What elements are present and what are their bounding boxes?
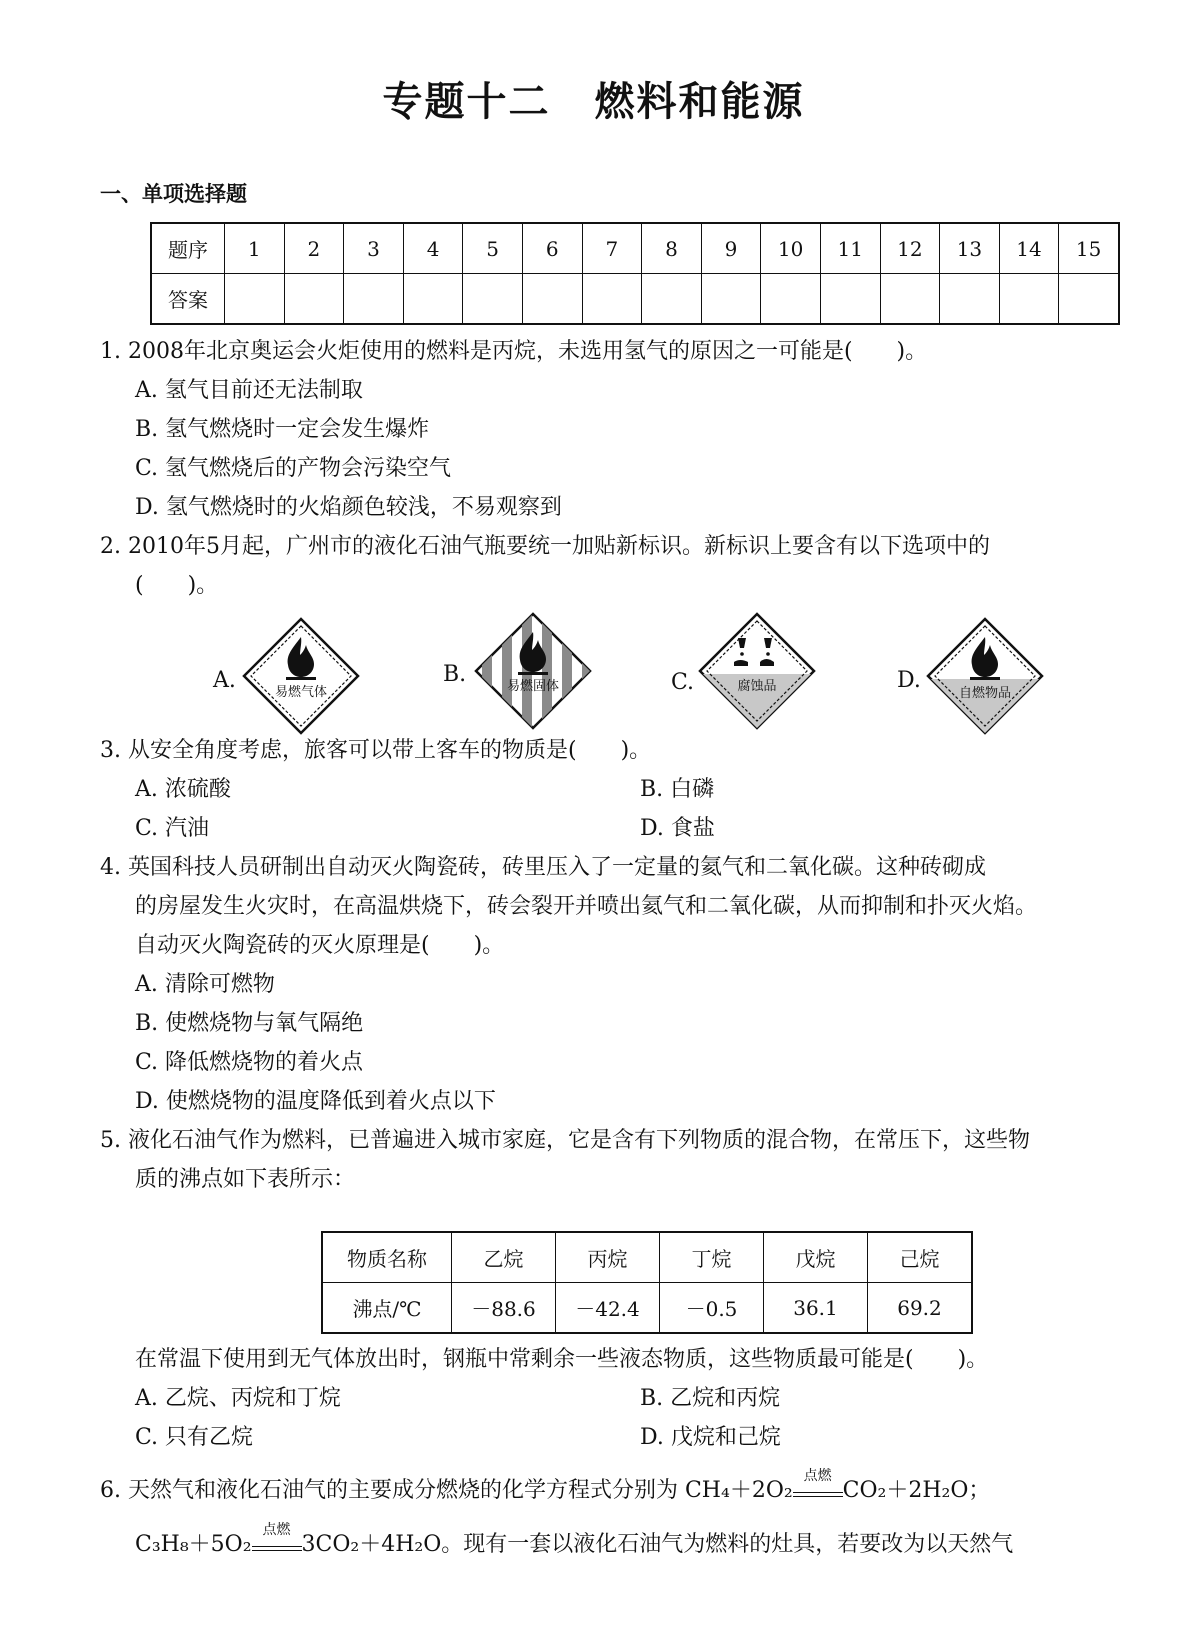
q6-line1-text: 6. 天然气和液化石油气的主要成分燃烧的化学方程式分别为 CH₄＋2O₂ xyxy=(100,1478,793,1503)
answer-table-row1-label: 题序 xyxy=(151,223,225,274)
answer-blank-cell[interactable] xyxy=(940,274,1000,325)
q4-option-b: B. 使燃烧物与氧气隔绝 xyxy=(135,1011,364,1036)
q3-option-a: A. 浓硫酸 xyxy=(135,777,231,802)
sign-a-text: 易燃气体 xyxy=(274,685,328,700)
q6-line1 xyxy=(100,1468,991,1505)
question-number-cell: 14 xyxy=(999,223,1059,274)
q2-stem-line2: ( )。 xyxy=(135,573,219,598)
answer-blank-cell[interactable] xyxy=(225,274,285,325)
q5-option-b: B. 乙烷和丙烷 xyxy=(640,1386,781,1411)
q3-option-b: B. 白磷 xyxy=(640,777,715,802)
title-part2: 燃料和能源 xyxy=(594,79,805,125)
q2-option-a-letter: A. xyxy=(213,668,236,693)
table-cell: 乙烷 xyxy=(452,1232,556,1283)
table-cell: 沸点/℃ xyxy=(322,1283,452,1334)
q4-stem-line2: 的房屋发生火灾时，在高温烘烧下，砖会裂开并喷出氦气和二氧化碳，从而抑制和扑灭火焰。 xyxy=(135,894,1038,919)
reaction-condition xyxy=(252,1522,302,1551)
table-cell: 戊烷 xyxy=(764,1232,868,1283)
answer-table-row2-label: 答案 xyxy=(151,274,225,325)
question-number-cell: 4 xyxy=(403,223,463,274)
q6-line2 xyxy=(135,1522,1014,1559)
q2-option-b-letter: B. xyxy=(443,662,467,687)
answer-blank-cell[interactable] xyxy=(880,274,940,325)
title-part1: 专题十二 xyxy=(382,79,551,125)
q5-stem-line1: 5. 液化石油气作为燃料，已普遍进入城市家庭，它是含有下列物质的混合物，在常压下，这些物 xyxy=(100,1128,1030,1153)
answer-blank-cell[interactable] xyxy=(403,274,463,325)
sign-d-text: 自燃物品 xyxy=(958,686,1012,701)
answer-table-answer-row xyxy=(151,274,1119,325)
answer-table xyxy=(150,222,1120,325)
q5-option-c: C. 只有乙烷 xyxy=(135,1425,254,1450)
answer-blank-cell[interactable] xyxy=(284,274,344,325)
q3-option-d: D. 食盐 xyxy=(640,816,715,841)
answer-blank-cell[interactable] xyxy=(463,274,523,325)
sign-c-text: 腐蚀品 xyxy=(737,679,777,694)
table-cell: －0.5 xyxy=(660,1283,764,1334)
q4-option-c: C. 降低燃烧物的着火点 xyxy=(135,1050,364,1075)
q2-option-c-letter: C. xyxy=(671,670,695,695)
q5-option-a: A. 乙烷、丙烷和丁烷 xyxy=(135,1386,341,1411)
question-number-cell: 3 xyxy=(344,223,404,274)
question-number-cell: 8 xyxy=(642,223,702,274)
condition-label: 点燃 xyxy=(803,1468,832,1484)
answer-blank-cell[interactable] xyxy=(642,274,702,325)
q5-stem-line2: 质的沸点如下表所示： xyxy=(135,1167,356,1192)
section-heading: 一、单项选择题 xyxy=(100,182,247,206)
q6-line1-products: CO₂＋2H₂O； xyxy=(842,1478,991,1503)
q1-option-c: C. 氢气燃烧后的产物会污染空气 xyxy=(135,456,452,481)
q3-stem: 3. 从安全角度考虑，旅客可以带上客车的物质是( )。 xyxy=(100,738,652,763)
q4-stem-line1: 4. 英国科技人员研制出自动灭火陶瓷砖，砖里压入了一定量的氦气和二氧化碳。这种砖砌成 xyxy=(100,855,986,880)
q6-line2-rest: 3CO₂＋4H₂O。现有一套以液化石油气为燃料的灶具，若要改为以天然气 xyxy=(301,1532,1014,1557)
boiling-point-table xyxy=(321,1231,973,1334)
table-cell: －88.6 xyxy=(452,1283,556,1334)
answer-blank-cell[interactable] xyxy=(761,274,821,325)
q3-option-c: C. 汽油 xyxy=(135,816,210,841)
answer-blank-cell[interactable] xyxy=(344,274,404,325)
q1-option-b: B. 氢气燃烧时一定会发生爆炸 xyxy=(135,417,430,442)
answer-blank-cell[interactable] xyxy=(1059,274,1119,325)
q5-option-d: D. 戊烷和己烷 xyxy=(640,1425,781,1450)
q5-after-text: 在常温下使用到无气体放出时，钢瓶中常剩余一些液态物质，这些物质最可能是( )。 xyxy=(135,1347,989,1372)
q1-option-d: D. 氢气燃烧时的火焰颜色较浅，不易观察到 xyxy=(135,495,562,520)
boiling-table-name-row xyxy=(322,1232,972,1283)
answer-blank-cell[interactable] xyxy=(999,274,1059,325)
flammable-gas-sign xyxy=(242,617,360,735)
question-number-cell: 9 xyxy=(701,223,761,274)
table-cell: 丁烷 xyxy=(660,1232,764,1283)
table-cell: －42.4 xyxy=(556,1283,660,1334)
question-number-cell: 12 xyxy=(880,223,940,274)
answer-blank-cell[interactable] xyxy=(582,274,642,325)
question-number-cell: 5 xyxy=(463,223,523,274)
table-cell: 36.1 xyxy=(764,1283,868,1334)
question-number-cell: 2 xyxy=(284,223,344,274)
q4-option-a: A. 清除可燃物 xyxy=(135,972,275,997)
answer-table-number-row xyxy=(151,223,1119,274)
spontaneously-combustible-sign xyxy=(926,617,1044,735)
table-cell: 丙烷 xyxy=(556,1232,660,1283)
condition-label: 点燃 xyxy=(262,1522,291,1538)
answer-blank-cell[interactable] xyxy=(820,274,880,325)
question-number-cell: 1 xyxy=(225,223,285,274)
sign-b-text: 易燃固体 xyxy=(506,679,560,694)
q1-stem: 1. 2008年北京奥运会火炬使用的燃料是丙烷，未选用氢气的原因之一可能是( )。 xyxy=(100,339,928,364)
question-number-cell: 10 xyxy=(761,223,821,274)
answer-blank-cell[interactable] xyxy=(522,274,582,325)
question-number-cell: 13 xyxy=(940,223,1000,274)
q6-line2-reactants: C₃H₈＋5O₂ xyxy=(135,1532,252,1557)
q4-stem-line3: 自动灭火陶瓷砖的灭火原理是( )。 xyxy=(135,933,505,958)
question-number-cell: 6 xyxy=(522,223,582,274)
q4-option-d: D. 使燃烧物的温度降低到着火点以下 xyxy=(135,1089,496,1114)
q2-stem-line1: 2. 2010年5月起，广州市的液化石油气瓶要统一加贴新标识。新标识上要含有以下选项中的 xyxy=(100,534,990,559)
table-cell: 物质名称 xyxy=(322,1232,452,1283)
page-title xyxy=(0,70,1187,127)
question-number-cell: 11 xyxy=(820,223,880,274)
table-cell: 69.2 xyxy=(868,1283,973,1334)
boiling-table-value-row xyxy=(322,1283,972,1334)
q1-option-a: A. 氢气目前还无法制取 xyxy=(135,378,363,403)
q2-option-d-letter: D. xyxy=(897,668,921,693)
question-number-cell: 7 xyxy=(582,223,642,274)
flammable-solid-sign xyxy=(474,612,592,730)
corrosive-sign xyxy=(698,612,816,730)
reaction-condition xyxy=(793,1468,843,1497)
question-number-cell: 15 xyxy=(1059,223,1119,274)
table-cell: 己烷 xyxy=(868,1232,973,1283)
answer-blank-cell[interactable] xyxy=(701,274,761,325)
